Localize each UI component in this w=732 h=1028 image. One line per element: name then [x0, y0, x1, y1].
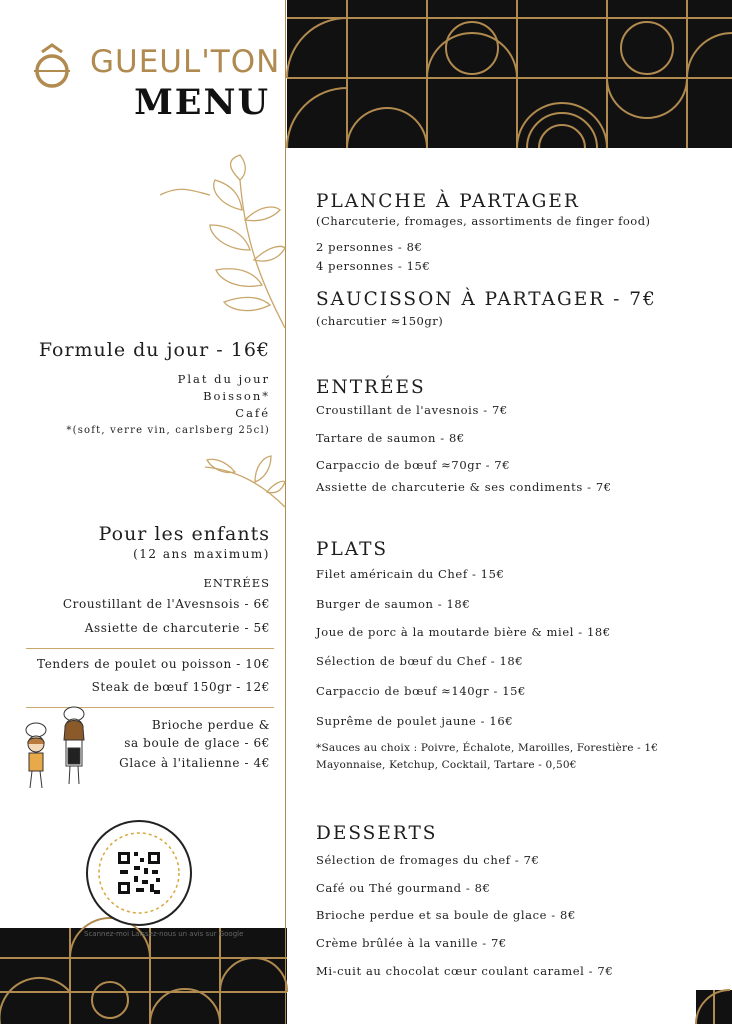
desserts-item: Sélection de fromages du chef - 7€: [316, 853, 540, 867]
desserts-title: DESSERTS: [316, 823, 438, 844]
qr-caption: Scannez-moi Laissez-nous un avis sur Google: [84, 930, 244, 938]
planche-item: 4 personnes - 15€: [316, 259, 431, 273]
plats-item: Filet américain du Chef - 15€: [316, 567, 505, 581]
column-divider: [285, 0, 286, 1024]
sauces-note: Mayonnaise, Ketchup, Cocktail, Tartare - 0,50€: [316, 759, 577, 771]
art-deco-bottom-left-pattern: [0, 928, 287, 1024]
entrees-item: Assiette de charcuterie & ses condiments - 7€: [316, 480, 612, 494]
formule-line: Café: [235, 406, 270, 420]
desserts-item: Brioche perdue et sa boule de glace - 8€: [316, 908, 576, 922]
plats-item: Joue de porc à la moutarde bière & miel - 18€: [316, 625, 611, 639]
logo-o-icon: [30, 40, 74, 90]
plats-item: Sélection de bœuf du Chef - 18€: [316, 654, 524, 668]
desserts-item: Café ou Thé gourmand - 8€: [316, 881, 491, 895]
formule-line: Boisson*: [203, 389, 270, 403]
kids-menu-item: Brioche perdue &: [151, 718, 270, 732]
kid-chefs-illustration: [14, 700, 92, 796]
entrees-item: Tartare de saumon - 8€: [316, 431, 465, 445]
plats-item: Carpaccio de bœuf ≈140gr - 15€: [316, 684, 526, 698]
art-deco-bottom-right-pattern: [696, 990, 732, 1024]
planche-item: 2 personnes - 8€: [316, 240, 423, 254]
desserts-item: Mi-cuit au chocolat cœur coulant caramel - 7€: [316, 964, 614, 978]
leaf-sprig-icon: [205, 452, 285, 514]
sauces-note: *Sauces au choix : Poivre, Échalote, Maroilles, Forestière - 1€: [316, 742, 659, 754]
planche-title: PLANCHE À PARTAGER: [316, 191, 580, 212]
formule-footnote: *(soft, verre vin, carlsberg 25cl): [66, 425, 270, 436]
menu-title: MENU: [134, 82, 270, 123]
entrees-item: Carpaccio de bœuf ≈70gr - 7€: [316, 458, 511, 472]
kids-divider: [26, 648, 274, 649]
art-deco-top-pattern: [287, 0, 732, 148]
saucisson-subtitle: (charcutier ≈150gr): [316, 314, 444, 328]
kids-menu-item: sa boule de glace - 6€: [124, 736, 270, 750]
restaurant-name: GUEUL'TON: [90, 44, 281, 80]
plats-item: Burger de saumon - 18€: [316, 597, 471, 611]
plats-item: Suprême de poulet jaune - 16€: [316, 714, 514, 728]
planche-subtitle: (Charcuterie, fromages, assortiments de finger food): [316, 214, 651, 228]
formule-line: Plat du jour: [177, 372, 270, 386]
kids-menu-item: Glace à l'italienne - 4€: [119, 756, 270, 770]
kids-entrees-label: ENTRÉES: [203, 576, 270, 590]
entrees-title: ENTRÉES: [316, 377, 426, 398]
desserts-item: Crème brûlée à la vanille - 7€: [316, 936, 507, 950]
kids-menu-item: Steak de bœuf 150gr - 12€: [91, 680, 270, 694]
qr-code-icon[interactable]: [84, 818, 194, 928]
kids-subtitle: (12 ans maximum): [133, 547, 270, 561]
kids-menu-item: Tenders de poulet ou poisson - 10€: [37, 657, 270, 671]
kids-menu-item: Croustillant de l'Avesnsois - 6€: [62, 597, 270, 611]
kids-title: Pour les enfants: [98, 523, 270, 545]
leaf-branch-icon: [150, 150, 285, 330]
plats-title: PLATS: [316, 539, 389, 560]
formule-title: Formule du jour - 16€: [38, 339, 270, 361]
saucisson-title: SAUCISSON À PARTAGER - 7€: [316, 289, 657, 310]
kids-menu-item: Assiette de charcuterie - 5€: [84, 621, 270, 635]
entrees-item: Croustillant de l'avesnois - 7€: [316, 403, 508, 417]
